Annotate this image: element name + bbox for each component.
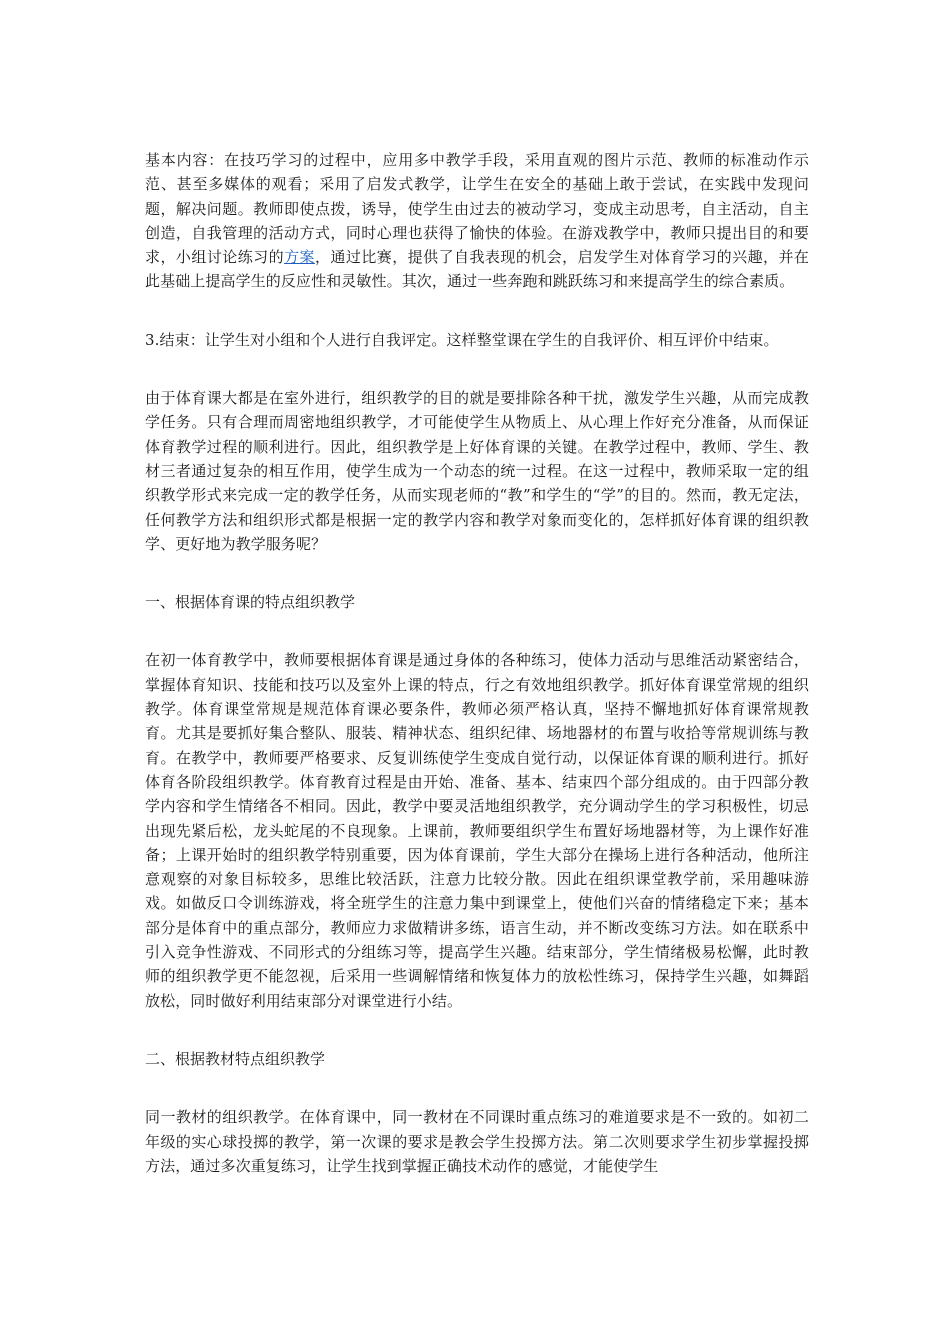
paragraph-text: ，通过比赛，提供了自我表现的机会，启发学生对体育学习的兴趣，并在此基础上提高学生的反应性和灵敏性。其次，通过一些奔跑和跳跃练习和来提高学生的综合素质。	[145, 248, 810, 291]
paragraph-text: 基本内容：在技巧学习的过程中，应用多中教学手段，采用直观的图片示范、教师的标准动作示范、甚至多媒体的观看；采用了启发式教学，让学生在安全的基础上敢于尝试，在实践中发现问题，解决问题。教师即使点拨，诱导，使学生由过去的被动学习，变成主动思考，自主活动，自主创造，自我管理的活动方式，同时心理也获得了愉快的体验。在游戏教学中，教师只提出目的和要求，小组讨论练习的	[145, 151, 809, 267]
paragraph-section-2: 同一教材的组织教学。在体育课中，同一教材在不同课时重点练习的难道要求是不一致的。如初二年级的实心球投掷的教学，第一次课的要求是教会学生投掷方法。第二次则要求学生初步掌握投掷方法，通过多次重复练习，让学生找到掌握正确技术动作的感觉，才能使学生	[145, 1108, 809, 1175]
section-heading-1: 一、根据体育课的特点组织教学	[145, 593, 356, 612]
paragraph-basic-content	[145, 148, 809, 294]
section-heading-2: 二、根据教材特点组织教学	[145, 1049, 326, 1068]
plan-link[interactable]: 方案	[284, 248, 315, 267]
paragraph-ending: 3.结束：让学生对小组和个人进行自我评定。这样整堂课在学生的自我评价、相互评价中结束。	[145, 330, 779, 349]
paragraph-section-1: 在初一体育教学中，教师要根据体育课是通过身体的各种练习，使体力活动与思维活动紧密结合，掌握体育知识、技能和技巧以及室外上课的特点，行之有效地组织教学。抓好体育课堂常规的组织教学。体育课堂常规是规范体育课必要条件，教师必须严格认真，坚持不懈地抓好体育课常规教育。尤其是要抓好集合整队、服装、精神状态、组织纪律、场地器材的布置与收拾等常规训练与教育。在教学中，教师要严格要求、反复训练使学生变成自觉行动，以保证体育课的顺利进行。抓好体育各阶段组织教学。体育教育过程是由开始、准备、基本、结束四个部分组成的。由于四部分教学内容和学生情绪各不相同。因此，教学中要灵活地组织教学，充分调动学生的学习积极性，切忌出现先紧后松，龙头蛇尾的不良现象。上课前，教师要组织学生布置好场地器材等，为上课作好准备；上课开始时的组织教学特别重要，因为体育课前，学生大部分在操场上进行各种活动，他所注意观察的对象目标较多，思维比较活跃，注意力比较分散。因此在组织课堂教学前，采用趣味游戏。如做反口令训练游戏，将全班学生的注意力集中到课堂上，使他们兴奋的情绪稳定下来；基本部分是体育中的重点部分，教师应力求做精讲多练，语言生动，并不断改变练习方法。如在联系中引入竞争性游戏、不同形式的分组练习等，提高学生兴趣。结束部分，学生情绪极易松懈，此时教师的组织教学更不能忽视，后采用一些调解情绪和恢复体力的放松性练习，保持学生兴趣，如舞蹈放松，同时做好利用结束部分对课堂进行小结。	[145, 651, 809, 1010]
document-page	[145, 148, 809, 1212]
paragraph-intro: 由于体育课大都是在室外进行，组织教学的目的就是要排除各种干扰，激发学生兴趣，从而完成教学任务。只有合理而周密地组织教学，才可能使学生从物质上、从心理上作好充分准备，从而保证体育教学过程的顺利进行。因此，组织教学是上好体育课的关键。在教学过程中，教师、学生、教材三者通过复杂的相互作用，使学生成为一个动态的统一过程。在这一过程中，教师采取一定的组织教学形式来完成一定的教学任务，从而实现老师的“教”和学生的“学”的目的。然而，教无定法，任何教学方法和组织形式都是根据一定的教学内容和教学对象而变化的，怎样抓好体育课的组织教学、更好地为教学服务呢？	[145, 389, 809, 553]
